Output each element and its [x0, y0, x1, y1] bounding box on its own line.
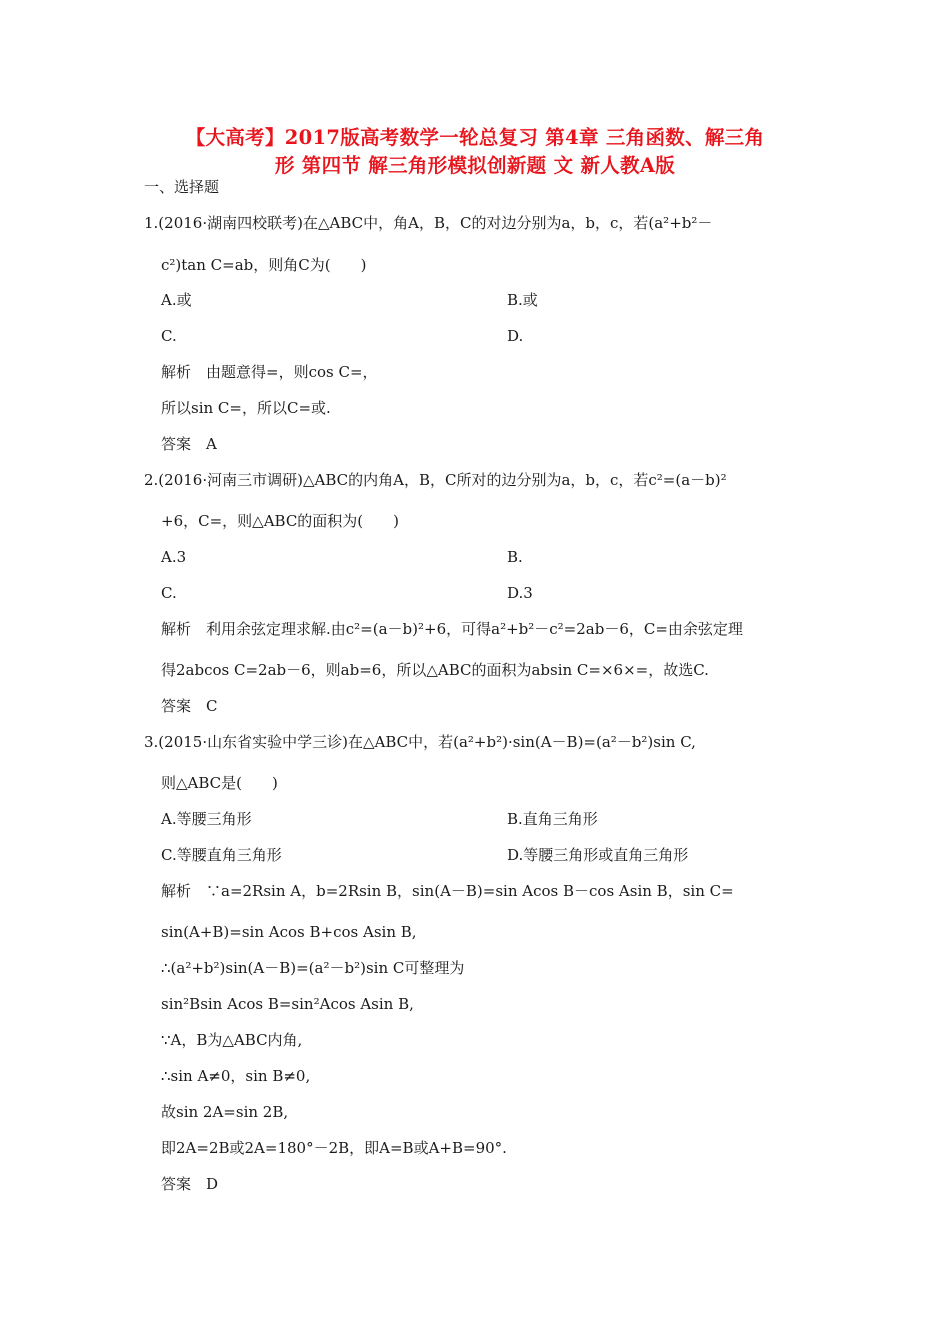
section-heading: 一、选择题 — [144, 178, 220, 196]
q1-option-d: D. — [507, 327, 524, 345]
title-line-1: 【大高考】2017版高考数学一轮总复习 第4章 三角函数、解三角 — [185, 126, 765, 149]
q3-option-d: D.等腰三角形或直角三角形 — [507, 846, 689, 864]
q3-analysis-line1: 解析 ∵a=2Rsin A，b=2Rsin B，sin(A－B)=sin Acos B－cos Asin B，sin C= — [161, 882, 734, 900]
q3-analysis-line3: ∴(a²+b²)sin(A－B)=(a²－b²)sin C可整理为 — [161, 959, 465, 977]
document-title — [120, 124, 830, 180]
q3-answer: 答案 D — [161, 1175, 219, 1193]
q3-analysis-line5: ∵A，B为△ABC内角, — [161, 1031, 303, 1049]
q1-analysis-line2: 所以sin C=，所以C=或. — [161, 399, 331, 417]
q3-option-a: A.等腰三角形 — [161, 810, 252, 828]
q3-analysis-line2: sin(A+B)=sin Acos B+cos Asin B, — [161, 923, 417, 941]
q3-analysis-line6: ∴sin A≠0，sin B≠0, — [161, 1067, 311, 1085]
title-line-2: 形 第四节 解三角形模拟创新题 文 新人教A版 — [274, 154, 676, 177]
q3-option-b: B.直角三角形 — [507, 810, 598, 828]
q2-option-b: B. — [507, 548, 523, 566]
q3-stem-line1: 3.(2015·山东省实验中学三诊)在△ABC中，若(a²+b²)·sin(A－B)=(a²－b²)sin C, — [144, 733, 696, 751]
q2-stem-line1: 2.(2016·河南三市调研)△ABC的内角A，B，C所对的边分别为a，b，c，若c²=(a－b)² — [144, 471, 727, 489]
q2-option-a: A.3 — [161, 548, 187, 566]
q1-stem-line1: 1.(2016·湖南四校联考)在△ABC中，角A，B，C的对边分别为a，b，c，若(a²+b²－ — [144, 214, 713, 232]
q1-stem-line2: c²)tan C=ab，则角C为( ) — [161, 256, 367, 274]
q3-stem-line2: 则△ABC是( ) — [161, 774, 278, 792]
q1-answer: 答案 A — [161, 435, 217, 453]
q2-analysis-line1: 解析 利用余弦定理求解.由c²=(a－b)²+6，可得a²+b²－c²=2ab－6，C=由余弦定理 — [161, 620, 743, 638]
q2-answer: 答案 C — [161, 697, 218, 715]
q3-analysis-line4: sin²Bsin Acos B=sin²Acos Asin B, — [161, 995, 414, 1013]
q2-option-d: D.3 — [507, 584, 533, 602]
q1-option-a: A.或 — [161, 291, 192, 309]
q2-stem-line2: +6，C=，则△ABC的面积为( ) — [161, 512, 400, 530]
q2-analysis-line2: 得2abcos C=2ab－6，则ab=6，所以△ABC的面积为absin C=×6×=，故选C. — [161, 661, 709, 679]
q1-option-c: C. — [161, 327, 177, 345]
q1-option-b: B.或 — [507, 291, 538, 309]
q3-option-c: C.等腰直角三角形 — [161, 846, 282, 864]
q1-analysis-line1: 解析 由题意得=，则cos C=， — [161, 363, 378, 381]
q3-analysis-line8: 即2A=2B或2A=180°－2B，即A=B或A+B=90°. — [161, 1139, 507, 1157]
q3-analysis-line7: 故sin 2A=sin 2B, — [161, 1103, 289, 1121]
q2-option-c: C. — [161, 584, 177, 602]
